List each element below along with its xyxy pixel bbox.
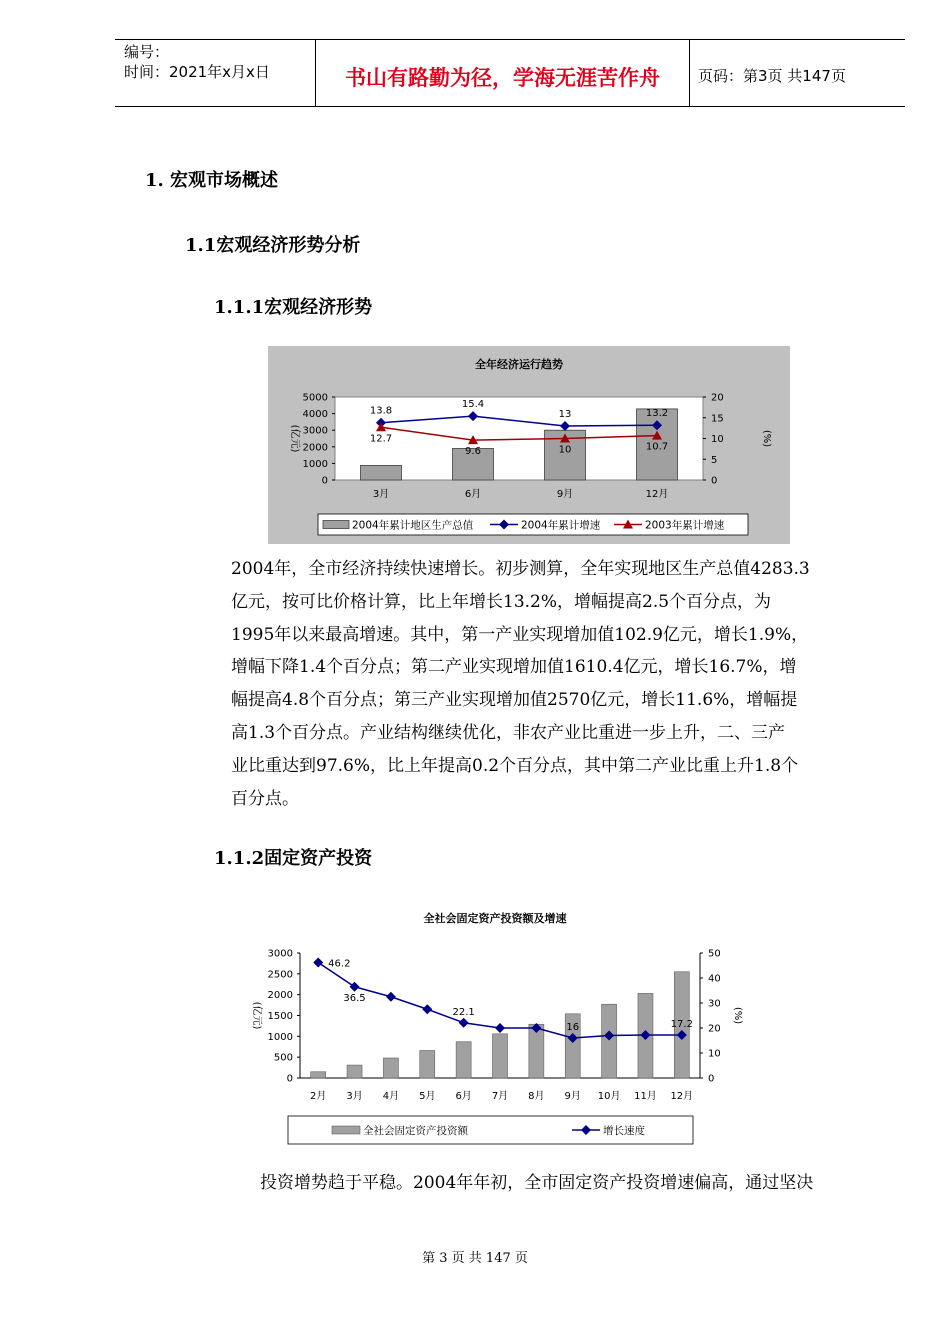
y-right-axis-label: (%) bbox=[732, 1006, 743, 1025]
y-left-tick-label: 2000 bbox=[302, 442, 328, 454]
y-right-tick-label: 5 bbox=[711, 454, 718, 466]
heading-1-1-1: 1.1.1宏观经济形势 bbox=[214, 297, 373, 318]
time-label: 时间：2021年x月x日 bbox=[124, 63, 270, 81]
x-tick-label: 9月 bbox=[556, 489, 574, 500]
data-label: 9.6 bbox=[465, 446, 481, 458]
page-footer: 第 3 页 共 147 页 bbox=[422, 1251, 528, 1266]
data-label: 36.5 bbox=[343, 992, 366, 1004]
y-right-tick-label: 10 bbox=[708, 1048, 721, 1060]
bar bbox=[493, 1034, 508, 1078]
legend-label: 全社会固定资产投资额 bbox=[363, 1125, 468, 1137]
heading-1-1: 1.1宏观经济形势分析 bbox=[185, 235, 361, 256]
x-tick-label: 6月 bbox=[464, 489, 482, 500]
y-left-axis-label: (亿元) bbox=[289, 424, 300, 453]
data-label: 22.1 bbox=[452, 1006, 475, 1018]
y-left-tick-label: 2500 bbox=[267, 969, 293, 981]
y-left-tick-label: 1000 bbox=[267, 1031, 293, 1043]
data-label: 10 bbox=[558, 444, 572, 456]
y-left-axis-label: (亿元) bbox=[251, 1001, 262, 1030]
paragraph-line: 亿元，按可比价格计算，比上年增长13.2%，增幅提高2.5个百分点，为 bbox=[231, 591, 772, 612]
paragraph-investment: 投资增势趋于平稳。2004年年初，全市固定资产投资增速偏高，通过坚决 bbox=[260, 1173, 814, 1193]
y-left-tick-label: 1500 bbox=[267, 1011, 293, 1022]
data-label: 17.2 bbox=[670, 1019, 693, 1030]
paragraph-line: 百分点。 bbox=[231, 788, 299, 809]
data-label: 46.2 bbox=[328, 958, 351, 970]
legend-swatch bbox=[323, 521, 349, 529]
x-tick-label: 10月 bbox=[597, 1091, 621, 1102]
y-right-axis-label: (%) bbox=[761, 429, 772, 448]
y-left-tick-label: 0 bbox=[321, 475, 328, 487]
paragraph-line: 增幅下降1.4个百分点；第二产业实现增加值1610.4亿元，增长16.7%，增 bbox=[231, 657, 797, 678]
bar bbox=[361, 465, 402, 480]
data-label: 13.8 bbox=[369, 405, 393, 417]
data-label: 13 bbox=[558, 409, 572, 421]
x-tick-label: 7月 bbox=[491, 1091, 509, 1102]
data-label: 12.7 bbox=[369, 433, 393, 445]
y-left-tick-label: 3000 bbox=[267, 948, 293, 960]
heading-1-1-2: 1.1.2固定资产投资 bbox=[214, 848, 373, 869]
y-left-tick-label: 500 bbox=[273, 1052, 293, 1064]
x-tick-label: 11月 bbox=[634, 1091, 657, 1102]
bar bbox=[383, 1058, 398, 1078]
y-right-tick-label: 30 bbox=[708, 998, 721, 1010]
y-left-tick-label: 1000 bbox=[302, 458, 328, 470]
y-right-tick-label: 20 bbox=[711, 392, 724, 404]
data-label: 15.4 bbox=[461, 399, 485, 411]
header-bottom-rule bbox=[115, 106, 905, 107]
legend-label: 增长速度 bbox=[603, 1125, 645, 1137]
y-left-tick-label: 3000 bbox=[302, 425, 328, 437]
y-right-tick-label: 20 bbox=[708, 1023, 721, 1035]
y-left-tick-label: 5000 bbox=[302, 392, 328, 404]
y-left-tick-label: 0 bbox=[286, 1073, 293, 1085]
y-right-tick-label: 0 bbox=[711, 475, 718, 487]
series-marker bbox=[495, 1023, 505, 1033]
data-label: 13.2 bbox=[645, 408, 669, 420]
x-tick-label: 12月 bbox=[670, 1091, 694, 1102]
series-marker bbox=[422, 1004, 432, 1014]
x-tick-label: 9月 bbox=[564, 1091, 581, 1102]
chart-fixed-asset-investment bbox=[240, 905, 743, 1150]
x-tick-label: 12月 bbox=[645, 489, 669, 500]
legend-swatch bbox=[332, 1126, 360, 1134]
legend-label: 2004年累计地区生产总值 bbox=[352, 519, 474, 532]
y-right-tick-label: 0 bbox=[708, 1073, 715, 1085]
header-meta bbox=[124, 42, 270, 82]
legend-label: 2004年累计增速 bbox=[521, 519, 601, 532]
bar bbox=[311, 1072, 326, 1078]
series-marker bbox=[386, 992, 396, 1002]
paragraph-economy bbox=[231, 553, 877, 815]
header-divider-2 bbox=[689, 39, 690, 107]
header-page-label: 页码：第3页 共147页 bbox=[698, 67, 846, 85]
y-right-tick-label: 15 bbox=[711, 413, 724, 425]
series-marker bbox=[313, 958, 323, 968]
x-tick-label: 4月 bbox=[382, 1091, 400, 1102]
chart-title: 全社会固定资产投资额及增速 bbox=[423, 912, 567, 925]
paragraph-line: 1995年以来最高增速。其中，第一产业实现增加值102.9亿元，增长1.9%， bbox=[231, 624, 809, 645]
x-tick-label: 2月 bbox=[309, 1091, 327, 1102]
bar bbox=[420, 1051, 435, 1079]
series-marker bbox=[459, 1018, 469, 1028]
paragraph-line: 幅提高4.8个百分点；第三产业实现增加值2570亿元，增长11.6%，增幅提 bbox=[231, 690, 798, 711]
x-tick-label: 3月 bbox=[372, 489, 390, 500]
chart-economic-trend bbox=[268, 346, 790, 544]
data-label: 16 bbox=[566, 1022, 580, 1033]
bar bbox=[456, 1042, 471, 1078]
paragraph-line: 业比重达到97.6%，比上年提高0.2个百分点，其中第二产业比重上升1.8个 bbox=[231, 755, 799, 776]
x-tick-label: 6月 bbox=[455, 1091, 472, 1102]
paragraph-line: 高1.3个百分点。产业结构继续优化，非农产业比重进一步上升，二、三产 bbox=[231, 722, 786, 743]
paragraph-line: 2004年，全市经济持续快速增长。初步测算，全年实现地区生产总值4283.3 bbox=[231, 559, 810, 579]
x-tick-label: 3月 bbox=[346, 1091, 363, 1102]
series-marker bbox=[350, 982, 360, 992]
heading-1: 1. 宏观市场概述 bbox=[145, 170, 279, 191]
bar bbox=[602, 1004, 617, 1078]
y-right-tick-label: 50 bbox=[708, 948, 721, 960]
header-top-rule bbox=[115, 39, 905, 40]
header-motto: 书山有路勤为径，学海无涯苦作舟 bbox=[345, 66, 660, 90]
y-left-tick-label: 2000 bbox=[267, 990, 293, 1002]
chart-title: 全年经济运行趋势 bbox=[475, 358, 563, 371]
x-tick-label: 5月 bbox=[419, 1091, 436, 1102]
y-left-tick-label: 4000 bbox=[302, 409, 328, 421]
data-label: 10.7 bbox=[645, 441, 669, 453]
x-tick-label: 8月 bbox=[528, 1091, 545, 1102]
y-right-tick-label: 40 bbox=[708, 973, 721, 985]
legend-label: 2003年累计增速 bbox=[645, 519, 725, 532]
y-right-tick-label: 10 bbox=[711, 434, 724, 445]
bar bbox=[347, 1065, 362, 1078]
doc-number-label: 编号： bbox=[124, 43, 170, 61]
